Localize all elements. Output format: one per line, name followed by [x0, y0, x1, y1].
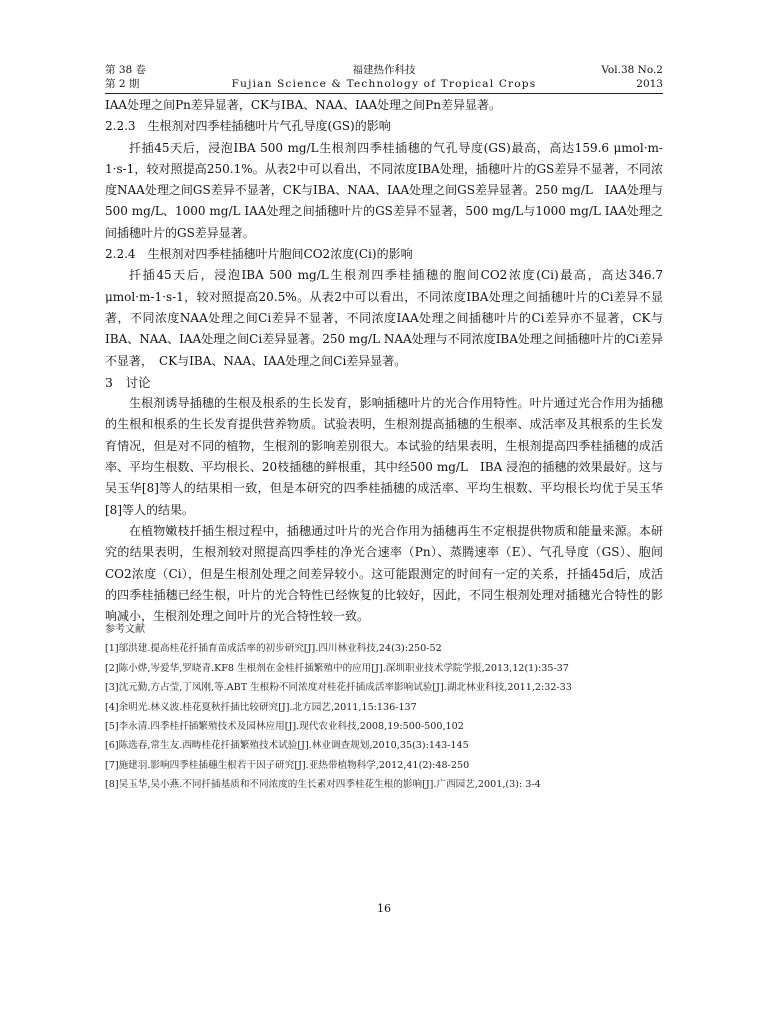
discussion-paragraph-1: 生根剂诱导插穗的生根及根系的生长发育，影响插穗叶片的光合作用特性。叶片通过光合作用为插穗的生根和根系的生长发育提供营养物质。试验表明，生根剂提高插穗的生根率、成活率及其根系的生长发育情况，但是对不同的植物，生根剂的影响差别很大。本试验的结果表明，生根剂提高四季桂插穗的成活率、平均生根数、平均根长、20枝插穗的鲜根重，其中经500 mg/L IBA 浸泡的插穗的效果最好。这与吴玉华[8]等人的结果相一致，但是本研究的四季桂插穗的成活率、平均生根数、平均根长均优于吴玉华[8]等人的结果。 — [105, 396, 663, 517]
paragraph-continuation: IAA处理之间Pn差异显著，CK与IBA、NAA、IAA处理之间Pn差异显著。 — [105, 98, 501, 112]
reference-item: [8]吴玉华,吴小燕.不同扦插基质和不同浓度的生长素对四季桂花生根的影响[J].广西园艺,2001,(3): 3-4 — [105, 779, 541, 791]
section-2-2-4-text: 扦插45天后，浸泡IBA 500 mg/L生根剂四季桂插穗的胞间CO2浓度(Ci)最高，高达346.7 μmol·m-1·s-1，较对照提高20.5%。从表2中可以看出，不同浓度IBA处理之间插穗叶片的Ci差异不显著，不同浓度NAA处理之间Ci差异不显著，不同浓度IAA处理之间插穗叶片的Ci差异亦不显著，CK与IBA、NAA、IAA处理之间Ci差异显著。250 mg/L NAA处理与不同浓度IBA处理之间插穗叶片的Ci差异不显著， CK与IBA、NAA、IAA处理之间Ci差异显著。 — [105, 268, 663, 368]
volume-label: 第 38 卷 — [105, 64, 147, 76]
page-number: 16 — [377, 902, 391, 915]
section-2-2-3-text: 扦插45天后，浸泡IBA 500 mg/L生根剂四季桂插穗的气孔导度(GS)最高，高达159.6 μmol·m-1·s-1，较对照提高250.1%。从表2中可以看出，不同浓度IBA处理，插穗叶片的GS差异不显著，不同浓度NAA处理之间GS差异不显著，CK与IBA、NAA、IAA处理之间GS差异显著。250 mg/L IAA处理与500 mg/L、1000 mg/L IAA处理之间插穗叶片的GS差异不显著，500 mg/L与1000 mg/L IAA处理之间插穗叶片的GS差异显著。 — [105, 140, 663, 240]
reference-item: [5]李永清.四季桂扦插繁殖技术及园林应用[J].现代农业科技,2008,19:500-500,102 — [105, 721, 464, 733]
reference-item: [1]邬洪建.提高桂花扦插育苗成活率的初步研究[J].四川林业科技,24(3):250-52 — [105, 643, 442, 655]
section-3-heading: 3 讨论 — [105, 374, 151, 390]
journal-title-en: Fujian Science & Technology of Tropical Crops — [231, 78, 537, 90]
reference-item: [7]施建羽.影响四季桂插穗生根若干因子研究[J].亚热带植物科学,2012,41(2):48-250 — [105, 759, 470, 771]
section-2-2-4-heading: 2.2.4 生根剂对四季桂插穗叶片胞间CO2浓度(Ci)的影响 — [105, 247, 413, 262]
reference-item: [3]沈元勤,方占莹,丁凤刚,等.ABT 生根粉不同浓度对桂花扦插成活率影响试验[J].湖北林业科技,2011,2:32-33 — [105, 682, 572, 694]
header-rule — [105, 93, 663, 94]
journal-title-cn: 福建热作科技 — [352, 64, 416, 76]
reference-item: [4]余明光.林义波.桂花夏秋扦插比较研究[J].北方园艺,2011,15:136-137 — [105, 701, 417, 713]
references-title: 参考文献 — [105, 624, 145, 635]
year-label: 2013 — [636, 78, 663, 90]
discussion-paragraph-2: 在植物嫩枝扦插生根过程中，插穗通过叶片的光合作用为插穗再生不定根提供物质和能量来源。本研究的结果表明，生根剂较对照提高四季桂的净光合速率（Pn）、蒸腾速率（E）、气孔导度（GS）、胞间CO2浓度（Ci），但是生根剂处理之间差异较小。这可能跟测定的时间有一定的关系，扦插45d后，成活的四季桂插穗已经生根，叶片的光合特性已经恢复的比较好，因此，不同生根剂处理对插穗光合特性的影响减小，生根剂处理之间叶片的光合特性较一致。 — [105, 523, 663, 624]
section-2-2-3-heading: 2.2.3 生根剂对四季桂插穗叶片气孔导度(GS)的影响 — [105, 119, 391, 134]
issue-label: 第 2 期 — [105, 78, 140, 90]
reference-item: [6]陈选春,常生友.西畴桂花扦插繁殖技术试验[J].林业调查规划,2010,35(3):143-145 — [105, 740, 469, 752]
volume-label-en: Vol.38 No.2 — [601, 64, 663, 76]
article-body — [105, 95, 663, 627]
reference-item: [2]陈小烨,岑爱华,罗晓青.KF8 生根剂在金桂扦插繁殖中的应用[J].深圳职业技术学院学报,2013,12(1):35-37 — [105, 662, 569, 674]
references — [105, 620, 675, 795]
